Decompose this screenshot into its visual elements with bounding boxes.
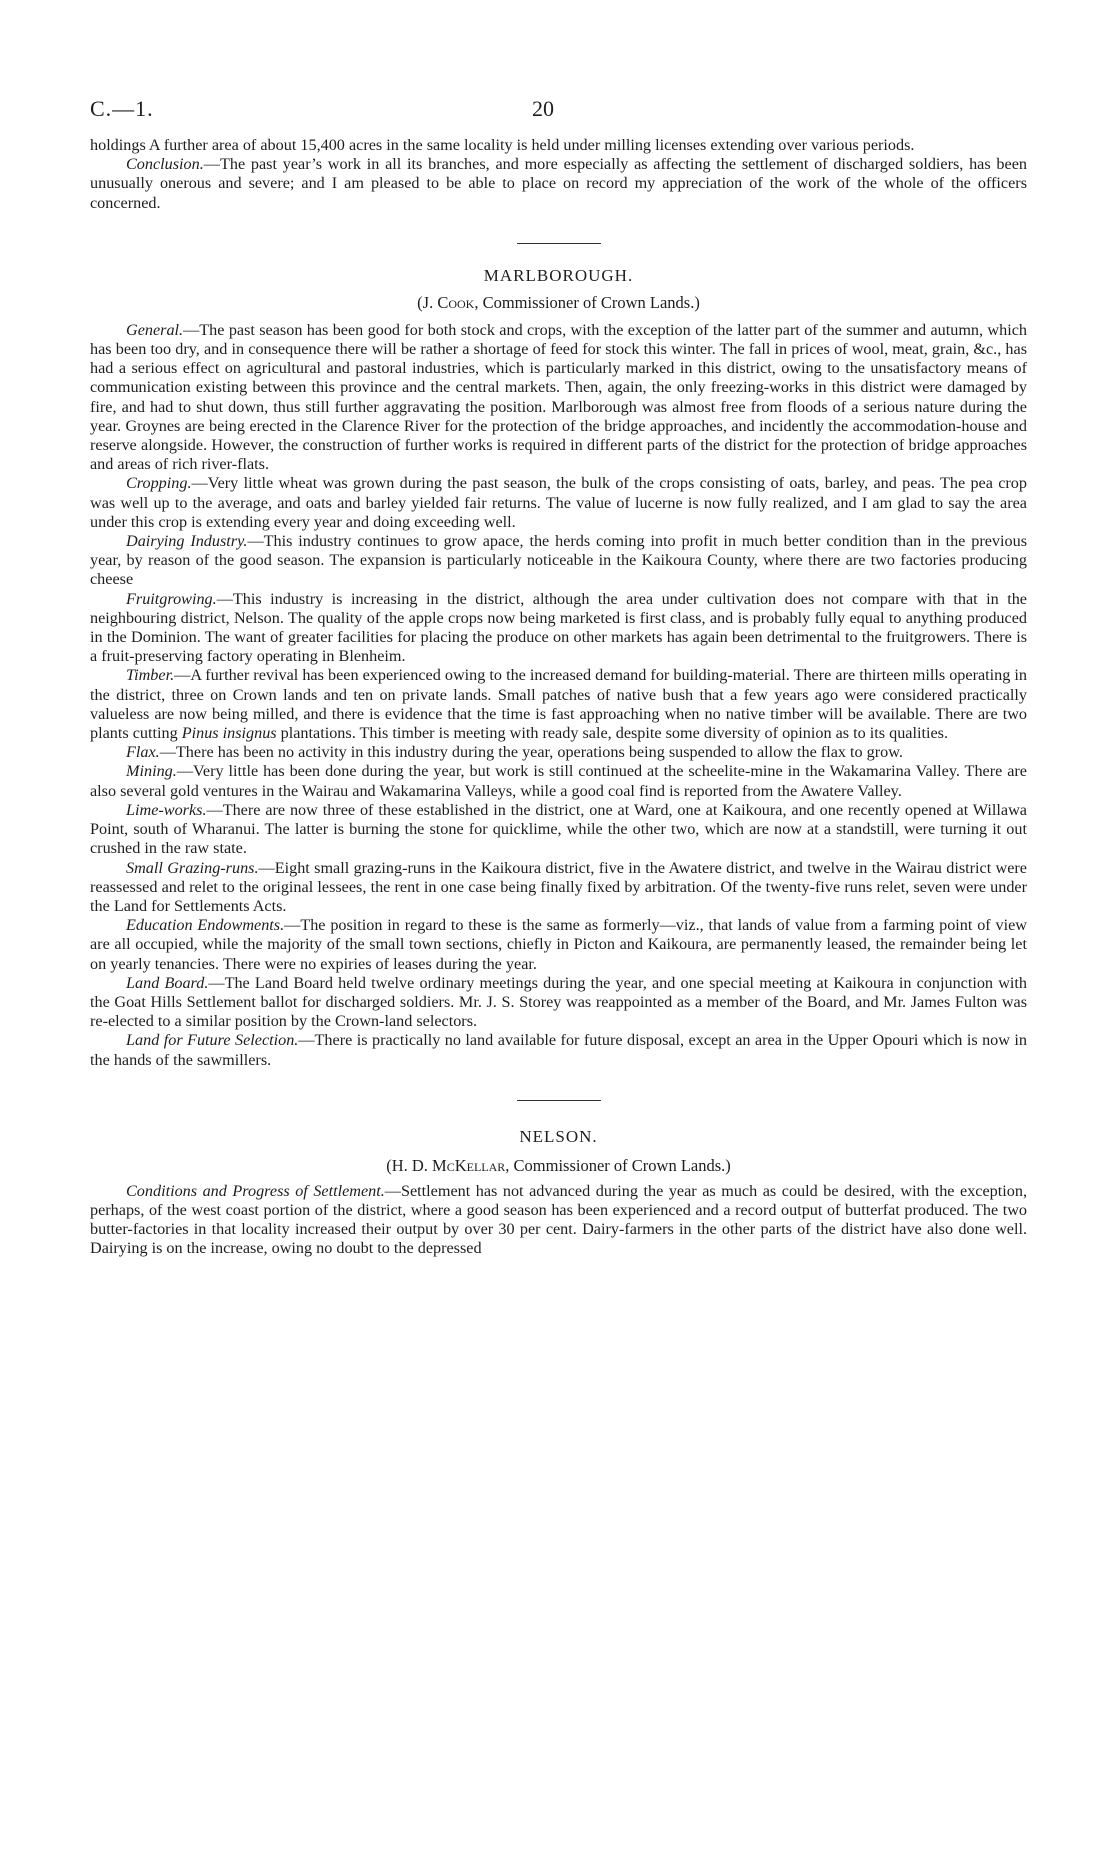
page-number: 20 [532, 96, 554, 121]
paragraph-lead: Mining. [126, 762, 177, 781]
paragraph-lead: Small Grazing-runs. [126, 858, 259, 877]
section-divider [517, 1100, 601, 1101]
paragraph-text: —The past year’s work in all its branches, and more especially as affecting the settlement of discharged soldiers, has been unusually onerous and severe; and I am pleased to be able to place on record my appreciation of the work of the whole of the officers concerned. [90, 155, 1027, 212]
paragraph-text: —The position in regard to these is the same as formerly—viz., that lands of value from a farming point of view are all occupied, while the majority of the small town sections, chiefly in Picton and Kaikoura, are permanently leased, the remainder being let on yearly tenancies. There were no expiries of leases during the year. [90, 916, 1027, 973]
paragraph-text: —The past season has been good for both stock and crops, with the exception of the latter part of the summer and autumn, which has been too dry, and in consequence there will be rather a shortage of feed for stock this winter. The fall in prices of wool, meat, grain, &c., has had a serious effect on agricultural and pastoral industries, which is particularly marked in this district, owing to the unsatisfactory means of communication existing between this province and the central markets. Then, again, the only freezing-works in this district were damaged by fire, and had to shut down, thus still further aggravating the position. Marlborough was almost free from floods of a serious nature during the year. Groynes are being erected in the Clarence River for the protection of the bridge approaches, and incidently the accommodation-house and reserve alongside. However, the construction of further works is required in different parts of the district for the protection of bridge approaches and areas of rich river-flats. [90, 320, 1027, 474]
paragraph-cropping [90, 474, 1027, 532]
paragraph-general [90, 321, 1027, 475]
paragraph-text: —Eight small grazing-runs in the Kaikoura district, five in the Awatere district, and twelve in the Wairau district were reassessed and relet to the original lessees, the rent in one case being finally fixed by arbitration. Of the twenty-five runs relet, seven were under the Land for Settlements Acts. [90, 858, 1027, 915]
commissioner-rest: , Commissioner of Crown Lands.) [474, 292, 700, 312]
paragraph-text: —A further revival has been experienced owing to the increased demand for building-material. There are thirteen mills operating in the district, three on Crown lands and ten on private lands. Small patches of native bush that a few years ago were considered practically valueless are now being milled, and there is evidence that the time is fast approaching when no native timber will be available. There are two plants cutting [90, 666, 1027, 743]
paragraph-lead: Flax. [126, 743, 160, 762]
paragraph-lead: Dairying Industry. [126, 532, 248, 551]
paragraph-text: —There has been no activity in this industry during the year, operations being suspended to allow the flax to grow. [159, 743, 903, 762]
section-title-marlborough: MARLBOROUGH. [483, 265, 634, 285]
document-reference: C.—1. [90, 96, 154, 121]
paragraph-text: —There is practically no land available for future disposal, except an area in the Upper Opouri which is now in the hands of the sawmillers. [90, 1031, 1027, 1069]
commissioner-name: McKellar [432, 1155, 506, 1175]
paragraph-text: —There are now three of these established in the district, one at Ward, one at Kaikoura, and one recently opened at Willawa Point, south of Wharanui. The latter is burning the stone for quicklime, while the other two, which are now at a standstill, were turning it out crushed in the raw state. [90, 800, 1027, 858]
paragraph-text: —This industry continues to grow apace, the herds coming into profit in much better condition than in the previous year, by reason of the good season. The expansion is particularly noticeable in the Kaikoura County, where there are two factories producing cheese [90, 532, 1027, 589]
commissioner-line [90, 293, 1027, 313]
paragraph-lead: Conclusion. [126, 155, 204, 174]
paragraph-text: —The Land Board held twelve ordinary meetings during the year, and one special meeting at Kaikoura in conjunction with the Goat Hills Settlement ballot for discharged soldiers. Mr. J. S. Storey was reappointed as a member of the Board, and Mr. James Fulton was re-elected to a similar position by the Crown-land selectors. [90, 973, 1027, 1031]
paragraph-lead: Fruitgrowing. [126, 589, 217, 608]
section-divider [517, 243, 601, 244]
paragraph-text: —Settlement has not advanced during the year as much as could be desired, with the exception, perhaps, of the west coast portion of the district, where a good season has been experienced and a record output of butterfat produced. The two butter-factories in that locality increased their output by over 30 per cent. Dairy-farmers in the other parts of the district have also done well. Dairying is on the increase, owing no doubt to the depressed [90, 1181, 1027, 1258]
commissioner-rest: , Commissioner of Crown Lands.) [505, 1155, 731, 1175]
commissioner-open: (J. [417, 292, 438, 312]
species-name: Pinus insignus [181, 724, 277, 743]
paragraph-lead: Education Endowments. [126, 916, 285, 935]
commissioner-open: (H. D. [386, 1155, 433, 1175]
document-page [90, 96, 1027, 1259]
commissioner-line [90, 1156, 1027, 1176]
paragraph-text: —Very little has been done during the year, but work is still continued at the scheelite-mine in the Wakamarina Valley. There are also several gold ventures in the Wairau and Wakamarina Valleys, while a good coal find is reported from the Awatere Valley. [90, 762, 1027, 800]
paragraph-lime-works [90, 801, 1027, 859]
paragraph-dairying [90, 532, 1027, 590]
paragraph-lead: Land Board. [126, 973, 209, 992]
paragraph-timber [90, 666, 1027, 743]
paragraph-small-grazing-runs [90, 859, 1027, 917]
page-header [90, 96, 1027, 136]
paragraph-lead: General. [126, 320, 184, 339]
paragraph-text: plantations. This timber is meeting with ready sale, despite some diversity of opinion as to its qualities. [276, 724, 948, 743]
commissioner-name: Cook [437, 292, 475, 312]
paragraph-education-endowments [90, 916, 1027, 974]
intro-paragraph: holdings A further area of about 15,400 acres in the same locality is held under milling licenses extending over various periods. [90, 136, 915, 154]
paragraph-land-future-selection [90, 1031, 1027, 1069]
paragraph-conditions-progress [90, 1182, 1027, 1259]
paragraph-lead: Cropping. [126, 474, 192, 493]
paragraph-lead: Lime-works. [126, 800, 207, 819]
paragraph-land-board [90, 974, 1027, 1032]
paragraph-text: —Very little wheat was grown during the past season, the bulk of the crops consisting of oats, barley, and peas. The pea crop was well up to the average, and oats and barley yielded fair returns. The value of lucerne is now fully realized, and I am glad to say the area under this crop is extending every year and doing exceeding well. [90, 474, 1027, 531]
paragraph-fruitgrowing [90, 590, 1027, 667]
paragraph-lead: Land for Future Selection. [126, 1031, 299, 1050]
paragraph-flax [90, 743, 1027, 762]
paragraph-mining [90, 762, 1027, 800]
paragraph-lead: Conditions and Progress of Settlement. [126, 1181, 385, 1200]
paragraph-text: —This industry is increasing in the district, although the area under cultivation does not compare with that in the neighbouring district, Nelson. The quality of the apple crops now being marketed is first class, and is probably fully equal to anything produced in the Dominion. The want of greater facilities for placing the produce on other markets has again been detrimental to the fruitgrowers. There is a fruit-preserving factory operating in Blenheim. [90, 589, 1027, 666]
section-title-nelson: NELSON. [519, 1126, 598, 1146]
paragraph-lead: Timber. [126, 666, 175, 685]
conclusion-paragraph [90, 155, 1027, 213]
